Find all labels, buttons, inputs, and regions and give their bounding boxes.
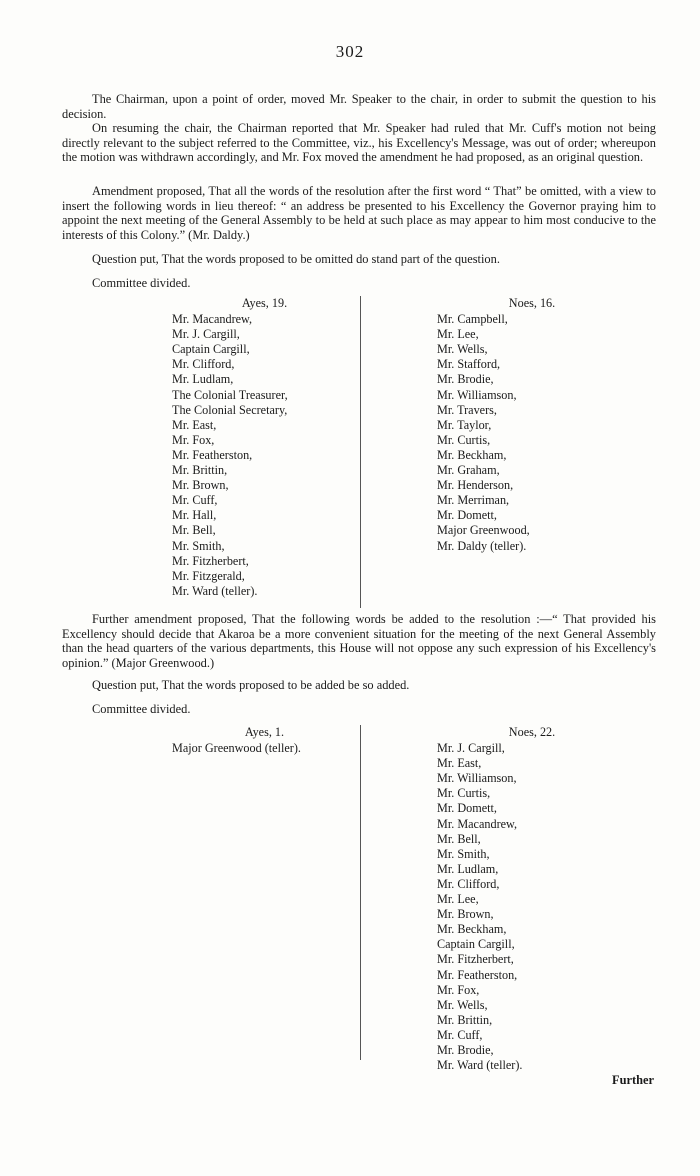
member-name: Mr. Fitzherbert, [172,553,249,568]
member-name: Major Greenwood, [437,523,530,538]
member-name: Mr. Brodie, [437,1042,494,1057]
member-name: Mr. Ward (teller). [172,583,258,598]
member-name: The Colonial Secretary, [172,402,288,417]
paragraph-resuming-chair [62,121,656,165]
member-name: Mr. East, [437,756,482,771]
member-name: Mr. Wells, [437,342,488,357]
ayes-list [172,312,357,599]
member-name: Mr. Curtis, [437,786,491,801]
member-name: Mr. Cuff, [172,493,218,508]
member-name: Mr. Lee, [437,892,479,907]
page-number: 302 [335,42,365,61]
member-name: Mr. Featherston, [172,447,253,462]
paragraph-amendment-greenwood [62,612,656,670]
member-name: Mr. Macandrew, [437,816,518,831]
column-divider [360,296,361,608]
member-name: Mr. Daldy (teller). [437,538,527,553]
member-name: Mr. Curtis, [437,432,491,447]
member-name: Mr. Graham, [437,463,500,478]
paragraph-chairman-point-of-order [62,92,656,121]
member-name: Mr. Beckham, [437,447,507,462]
member-name: Mr. Ludlam, [172,372,234,387]
noes-heading: Noes, 22. [508,725,556,739]
catchword: Further [612,1073,654,1087]
division-two-ayes [172,725,357,756]
member-name: Mr. Williamson, [437,771,517,786]
paragraph-amendment-daldy [62,184,656,242]
member-name: Mr. Clifford, [172,357,235,372]
member-name: Mr. Fox, [172,432,215,447]
paragraph-text: Amendment proposed, That all the words of the resolution after the first word “ That” be omitted, with a view to insert the following words in lieu thereof: “ an address be presented to his Excellency the Governor praying him to appoint the next meeting of the General Assembly to be held at such place as may appear to him most conducive to the interests of this Colony.” (Mr. Daldy.) [62,184,656,242]
member-name: Mr. Ward (teller). [437,1058,523,1073]
member-name: Mr. J. Cargill, [172,327,240,342]
committee-divided-second: Committee divided. [92,702,191,716]
member-name: Mr. Domett, [437,508,497,523]
member-name: Mr. Fox, [437,982,480,997]
member-name: Mr. Smith, [437,846,490,861]
member-name: Mr. East, [172,417,217,432]
member-name: Mr. Campbell, [437,312,508,327]
question-put-first: Question put, That the words proposed to be omitted do stand part of the question. [92,252,500,266]
member-name: Mr. Featherston, [437,967,518,982]
ayes-heading: Ayes, 19. [241,296,288,310]
noes-heading: Noes, 16. [508,296,556,310]
noes-list [437,312,627,554]
member-name: Mr. Domett, [437,801,497,816]
ayes-heading: Ayes, 1. [244,725,285,739]
member-name: Mr. Cuff, [437,1027,483,1042]
member-name: The Colonial Treasurer, [172,387,288,402]
column-divider [360,725,361,1060]
member-name: Mr. Lee, [437,327,479,342]
member-name: Captain Cargill, [172,342,250,357]
paragraph-text: On resuming the chair, the Chairman reported that Mr. Speaker had ruled that Mr. Cuff's motion not being directly relevant to the subject referred to the Committee, viz., his Excellency's Message, was out of order; whereupon the motion was withdrawn accordingly, and Mr. Fox moved the amendment he had proposed, as an original question. [62,121,656,165]
member-name: Mr. Stafford, [437,357,501,372]
member-name: Major Greenwood (teller). [172,741,301,756]
member-name: Mr. Travers, [437,402,497,417]
noes-list [437,741,627,1073]
member-name: Mr. Brittin, [172,463,228,478]
member-name: Mr. Clifford, [437,876,500,891]
member-name: Mr. Ludlam, [437,861,499,876]
division-two-noes [437,725,627,1073]
division-one-noes [437,296,627,554]
member-name: Mr. Beckham, [437,922,507,937]
member-name: Mr. Smith, [172,538,225,553]
member-name: Mr. Brittin, [437,1012,493,1027]
member-name: Mr. Fitzherbert, [437,952,514,967]
ayes-list [172,741,357,756]
member-name: Mr. Hall, [172,508,217,523]
member-name: Mr. J. Cargill, [437,741,505,756]
question-put-second: Question put, That the words proposed to be added be so added. [92,678,410,692]
member-name: Mr. Macandrew, [172,312,253,327]
paragraph-text: The Chairman, upon a point of order, moved Mr. Speaker to the chair, in order to submit the question to his decision. [62,92,656,121]
member-name: Mr. Fitzgerald, [172,568,245,583]
member-name: Mr. Henderson, [437,478,514,493]
member-name: Mr. Merriman, [437,493,510,508]
member-name: Mr. Bell, [172,523,216,538]
member-name: Mr. Wells, [437,997,488,1012]
member-name: Mr. Brown, [172,478,229,493]
member-name: Captain Cargill, [437,937,515,952]
member-name: Mr. Brown, [437,907,494,922]
member-name: Mr. Bell, [437,831,481,846]
member-name: Mr. Williamson, [437,387,517,402]
member-name: Mr. Taylor, [437,417,492,432]
division-one-ayes [172,296,357,599]
committee-divided-first: Committee divided. [92,276,191,290]
paragraph-text: Further amendment proposed, That the following words be added to the resolution :—“ That provided his Excellency should decide that Akaroa be a more convenient situation for the meeting of the next General Assembly than the head quarters of the various departments, this House will not oppose any such expression of his Excellency's opinion.” (Major Greenwood.) [62,612,656,670]
member-name: Mr. Brodie, [437,372,494,387]
